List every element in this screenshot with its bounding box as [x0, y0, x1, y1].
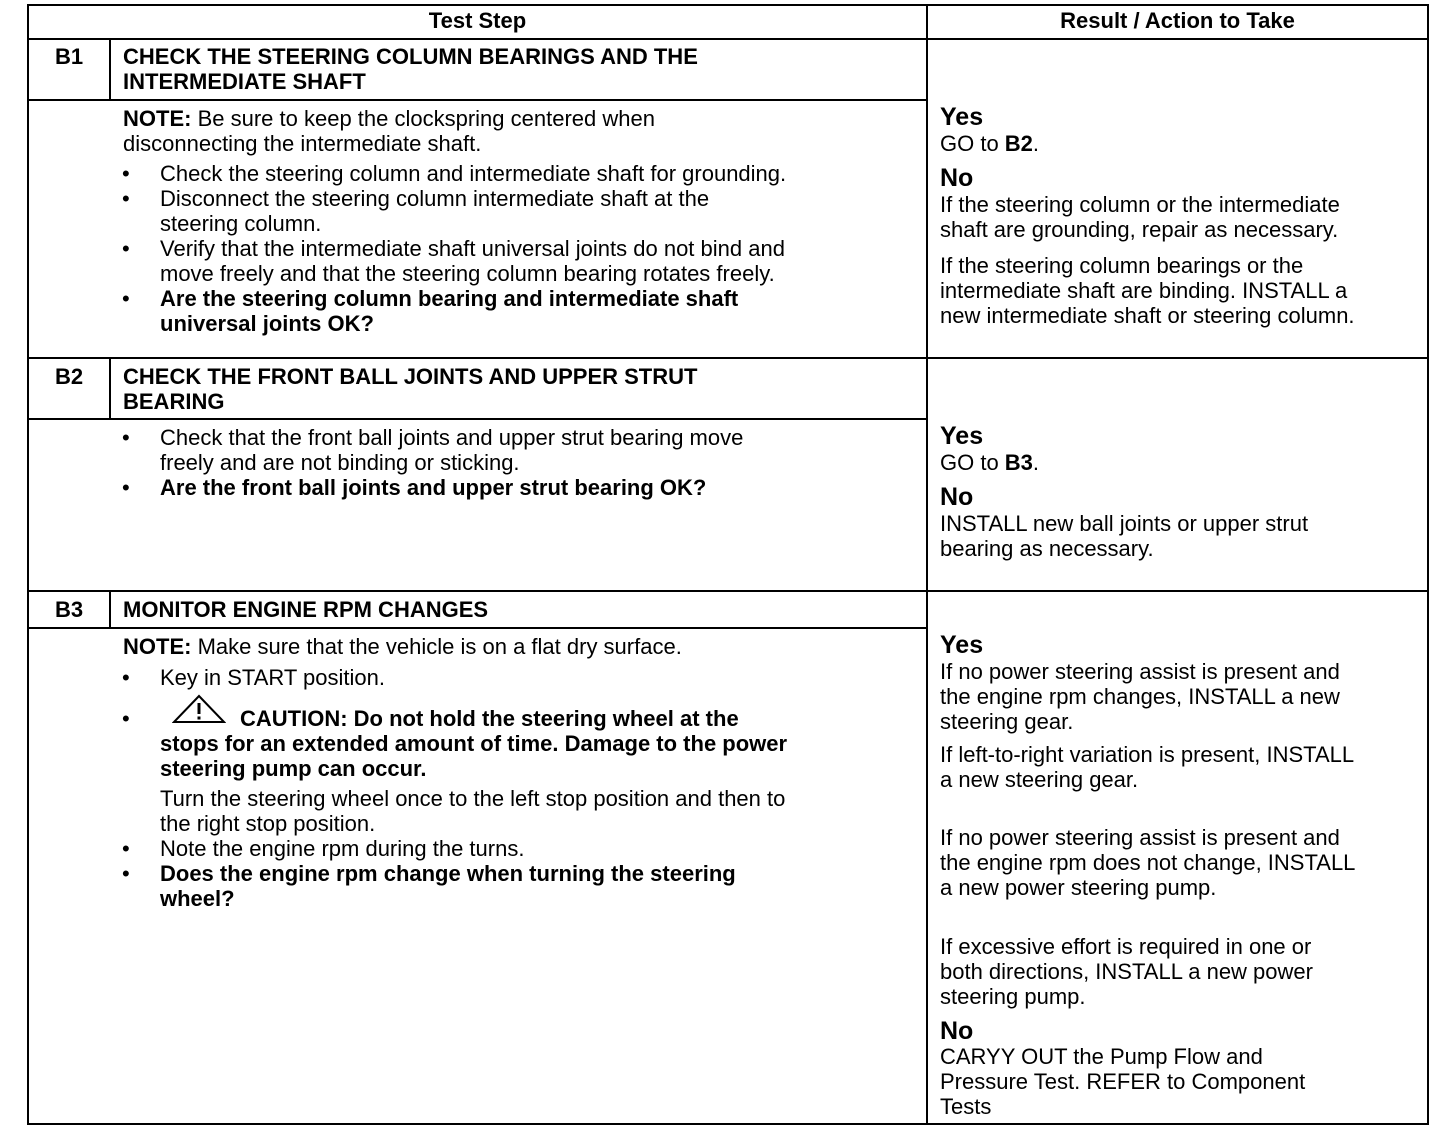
b2-title-line1: CHECK THE FRONT BALL JOINTS AND UPPER STRUT: [123, 364, 698, 389]
b1-bullet-3-line1: Verify that the intermediate shaft universal joints do not bind and: [160, 236, 785, 261]
b3-no-text: [940, 1044, 1424, 1119]
turn-line2: the right stop position.: [160, 811, 376, 836]
b3-turn-instruction: [160, 786, 920, 836]
b2-bullet-1: [160, 425, 920, 475]
b1-yes-ref: B2: [1004, 131, 1033, 156]
caution-line3: steering pump can occur.: [160, 756, 427, 781]
b3-no-line1: CARYY OUT the Pump Flow and: [940, 1044, 1263, 1069]
b2-yes-ref: B3: [1004, 450, 1033, 475]
b1-no-text-2: [940, 253, 1424, 328]
bullet-icon: •: [122, 186, 130, 211]
b3-yes-2: [940, 742, 1424, 792]
b2-no-text-line2: bearing as necessary.: [940, 536, 1154, 561]
b3-no-label: No: [940, 1017, 974, 1045]
b3-yes-4-line3: steering pump.: [940, 984, 1086, 1009]
b1-note: [123, 106, 913, 156]
b1-yes-text: GO to B2.: [940, 131, 1040, 156]
bullet-icon: •: [122, 286, 130, 311]
note-label: NOTE:: [123, 106, 192, 131]
bullet-icon: •: [122, 836, 130, 861]
b3-yes-label: Yes: [940, 631, 984, 659]
note-text: Be sure to keep the clockspring centered when: [197, 106, 655, 131]
b2-no-text-line1: INSTALL new ball joints or upper strut: [940, 511, 1309, 536]
b1-id-divider: [109, 38, 111, 100]
b3-yes-4: [940, 934, 1424, 1009]
b2-id-divider: [109, 357, 111, 418]
b3-yes-1-line3: steering gear.: [940, 709, 1074, 734]
b1-bullet-2: [160, 186, 920, 236]
b2-bullet-1-line2: freely and are not binding or sticking.: [160, 450, 520, 475]
b1-yes-goto: GO to: [940, 131, 1005, 156]
b2-no-text: [940, 511, 1424, 561]
b3-question-line1: Does the engine rpm change when turning the steering: [160, 861, 736, 886]
b1-yes-label: Yes: [940, 103, 984, 131]
b3-yes-4-line2: both directions, INSTALL a new power: [940, 959, 1313, 984]
turn-line1: Turn the steering wheel once to the left stop position and then to: [160, 786, 786, 811]
b3-title-divider: [27, 627, 928, 629]
b3-yes-2-line1: If left-to-right variation is present, INSTALL: [940, 742, 1355, 767]
bullet-icon: •: [122, 665, 130, 690]
b1-question-line2: universal joints OK?: [160, 311, 374, 336]
b3-caution: [160, 706, 920, 781]
b2-title-divider: [27, 418, 928, 420]
b3-yes-1-line2: the engine rpm changes, INSTALL a new: [940, 684, 1340, 709]
b3-note: [123, 634, 913, 659]
note-label: NOTE:: [123, 634, 192, 659]
b2-b3-divider: [27, 590, 1429, 592]
step-id-b3: B3: [54, 597, 84, 622]
b1-no-text-2-line3: new intermediate shaft or steering column.: [940, 303, 1355, 328]
bullet-icon: •: [122, 161, 130, 186]
bullet-icon: •: [122, 861, 130, 886]
b1-no-text-2-line1: If the steering column bearings or the: [940, 253, 1304, 278]
b2-title-line2: BEARING: [123, 389, 225, 414]
b3-bullet-3: Note the engine rpm during the turns.: [160, 836, 525, 861]
b1-bullet-3: [160, 236, 920, 286]
b2-question: Are the front ball joints and upper strut bearing OK?: [160, 475, 707, 500]
bullet-icon: •: [122, 236, 130, 261]
b1-question-line1: Are the steering column bearing and intermediate shaft: [160, 286, 739, 311]
b3-title: MONITOR ENGINE RPM CHANGES: [123, 597, 489, 622]
b1-title-divider: [109, 99, 928, 101]
b3-question-line2: wheel?: [160, 886, 235, 911]
b1-title-line2: INTERMEDIATE SHAFT: [123, 69, 366, 94]
column-divider: [926, 4, 928, 1125]
b1-question: [160, 286, 920, 336]
b1-bullet-2-line1: Disconnect the steering column intermediate shaft at the: [160, 186, 710, 211]
b2-title: [123, 364, 913, 414]
header-test-step: Test Step: [428, 8, 527, 33]
b1-no-label: No: [940, 164, 974, 192]
b1-no-text-1: [940, 192, 1424, 242]
b1-id-underline: [27, 99, 111, 101]
b3-id-divider: [109, 590, 111, 628]
note-text: disconnecting the intermediate shaft.: [123, 131, 482, 156]
b1-no-text-2-line2: intermediate shaft are binding. INSTALL a: [940, 278, 1348, 303]
b1-title-line1: CHECK THE STEERING COLUMN BEARINGS AND THE: [123, 44, 698, 69]
b1-title: [123, 44, 913, 94]
bullet-icon: •: [122, 475, 130, 500]
b3-yes-1: [940, 659, 1424, 734]
b3-yes-3: [940, 825, 1424, 900]
b1-no-text-1-line2: shaft are grounding, repair as necessary.: [940, 217, 1339, 242]
b2-no-label: No: [940, 483, 974, 511]
b3-no-line2: Pressure Test. REFER to Component: [940, 1069, 1306, 1094]
header-result-action: Result / Action to Take: [1060, 8, 1295, 33]
b2-yes-text: GO to B3.: [940, 450, 1040, 475]
b3-no-line3: Tests: [940, 1094, 992, 1119]
b2-yes-label: Yes: [940, 422, 984, 450]
step-id-b1: B1: [54, 44, 84, 69]
b1-no-text-1-line1: If the steering column or the intermediate: [940, 192, 1340, 217]
bullet-icon: •: [122, 706, 130, 731]
b2-yes-goto: GO to: [940, 450, 1005, 475]
b1-b2-divider: [27, 357, 1429, 359]
b1-bullet-2-line2: steering column.: [160, 211, 322, 236]
b3-yes-3-line1: If no power steering assist is present and: [940, 825, 1340, 850]
b1-bullet-3-line2: move freely and that the steering column bearing rotates freely.: [160, 261, 775, 286]
b3-yes-2-line2: a new steering gear.: [940, 767, 1139, 792]
b1-bullet-1: Check the steering column and intermediate shaft for grounding.: [160, 161, 787, 186]
b3-yes-3-line3: a new power steering pump.: [940, 875, 1217, 900]
step-id-b2: B2: [54, 364, 84, 389]
caution-line1: CAUTION: Do not hold the steering wheel at the: [240, 706, 739, 731]
bullet-icon: •: [122, 425, 130, 450]
header-divider: [27, 38, 1429, 40]
b2-bullet-1-line1: Check that the front ball joints and upper strut bearing move: [160, 425, 744, 450]
b3-yes-1-line1: If no power steering assist is present and: [940, 659, 1340, 684]
b3-question: [160, 861, 920, 911]
b3-yes-3-line2: the engine rpm does not change, INSTALL: [940, 850, 1356, 875]
note-text: Make sure that the vehicle is on a flat dry surface.: [197, 634, 682, 659]
b3-bullet-1: Key in START position.: [160, 665, 385, 690]
b3-yes-4-line1: If excessive effort is required in one or: [940, 934, 1312, 959]
caution-line2: stops for an extended amount of time. Damage to the power: [160, 731, 788, 756]
